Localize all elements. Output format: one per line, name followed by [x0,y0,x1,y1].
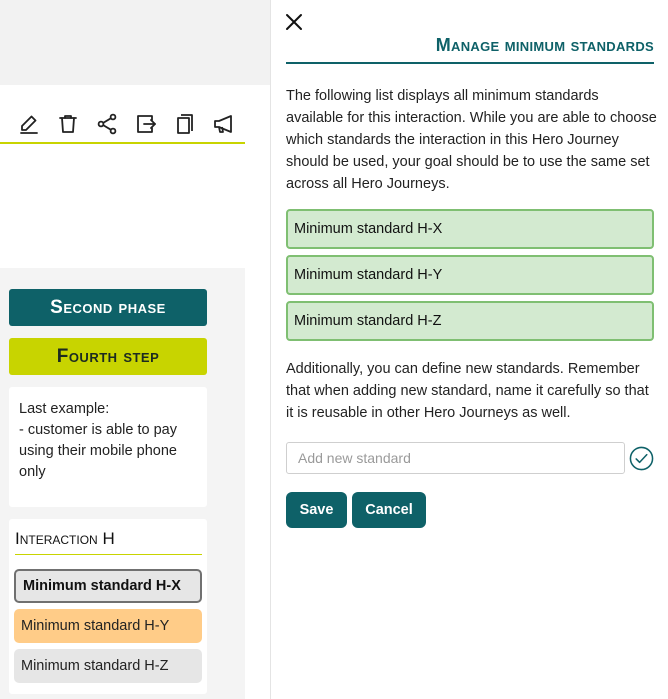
edit-icon[interactable] [17,112,41,136]
journey-canvas [0,0,270,699]
canvas-header-area [0,0,270,85]
interaction-card[interactable] [9,519,207,694]
standard-option[interactable]: Minimum standard H-X [286,209,654,249]
announce-icon[interactable] [212,112,236,136]
interaction-title: Interaction H [15,527,202,555]
close-icon[interactable] [284,12,304,32]
phase-header[interactable]: Second phase [9,289,207,326]
share-icon[interactable] [95,112,119,136]
confirm-check-icon[interactable] [629,446,654,471]
trash-icon[interactable] [56,112,80,136]
interaction-standard-pill[interactable]: Minimum standard H-X [14,569,202,603]
standard-option[interactable]: Minimum standard H-Y [286,255,654,295]
cancel-button[interactable]: Cancel [352,492,426,528]
panel-title: Manage minimum standards [435,35,654,55]
title-underline [286,62,654,64]
save-button[interactable]: Save [286,492,347,528]
step-header[interactable]: Fourth step [9,338,207,375]
intro-text: The following list displays all minimum standards available for this interaction. While you are able to choose which standards the interaction in this Hero Journey should be used, your goal should be to use the same set across all Hero Journeys. [286,88,657,192]
panel-divider [270,0,271,699]
note-card[interactable]: Last example: - customer is able to pay using their mobile phone only [9,387,207,507]
interaction-standard-pill[interactable]: Minimum standard H-Y [14,609,202,643]
new-standard-input[interactable] [286,442,625,474]
standard-option[interactable]: Minimum standard H-Z [286,301,654,341]
interaction-standard-pill[interactable]: Minimum standard H-Z [14,649,202,683]
export-icon[interactable] [134,112,158,136]
additional-text: Additionally, you can define new standards. Remember that when adding new standard, name it carefully so that it is reusable in other Hero Journeys as well. [286,361,649,421]
copy-icon[interactable] [173,112,197,136]
item-toolbar [0,86,245,144]
